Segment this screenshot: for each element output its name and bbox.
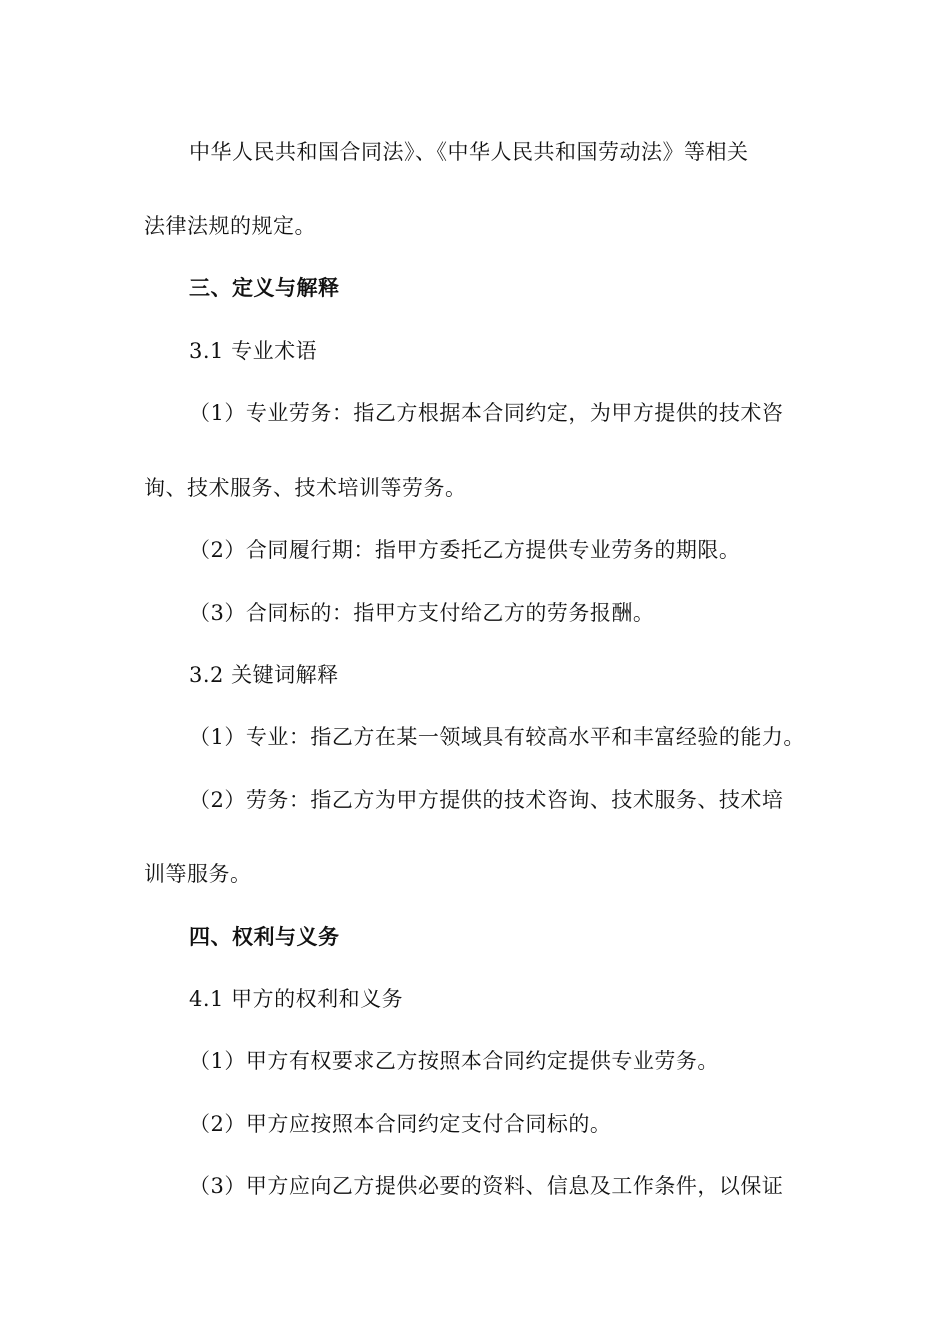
paragraph-line: （2）甲方应按照本合同约定支付合同标的。 xyxy=(189,1112,612,1136)
paragraph-line: 询、技术服务、技术培训等劳务。 xyxy=(144,476,467,500)
paragraph-line: 中华人民共和国合同法》、《中华人民共和国劳动法》等相关 xyxy=(189,140,749,164)
subsection-heading: 3.1 专业术语 xyxy=(189,339,318,363)
paragraph-line: （2）劳务：指乙方为甲方提供的技术咨询、技术服务、技术培 xyxy=(189,788,784,812)
paragraph-line: （1）专业劳务：指乙方根据本合同约定，为甲方提供的技术咨 xyxy=(189,401,784,425)
subsection-heading: 4.1 甲方的权利和义务 xyxy=(189,987,404,1011)
paragraph-line: 法律法规的规定。 xyxy=(144,214,316,238)
paragraph-line: （1）专业：指乙方在某一领域具有较高水平和丰富经验的能力。 xyxy=(189,725,805,749)
paragraph-line: （2）合同履行期：指甲方委托乙方提供专业劳务的期限。 xyxy=(189,538,741,562)
subsection-heading: 3.2 关键词解释 xyxy=(189,663,339,687)
paragraph-line: （1）甲方有权要求乙方按照本合同约定提供专业劳务。 xyxy=(189,1049,719,1073)
paragraph-line: 训等服务。 xyxy=(144,862,252,886)
section-heading: 四、权利与义务 xyxy=(189,924,340,949)
section-heading: 三、定义与解释 xyxy=(189,275,340,300)
paragraph-line: （3）甲方应向乙方提供必要的资料、信息及工作条件，以保证 xyxy=(189,1174,784,1198)
paragraph-line: （3）合同标的：指甲方支付给乙方的劳务报酬。 xyxy=(189,601,655,625)
